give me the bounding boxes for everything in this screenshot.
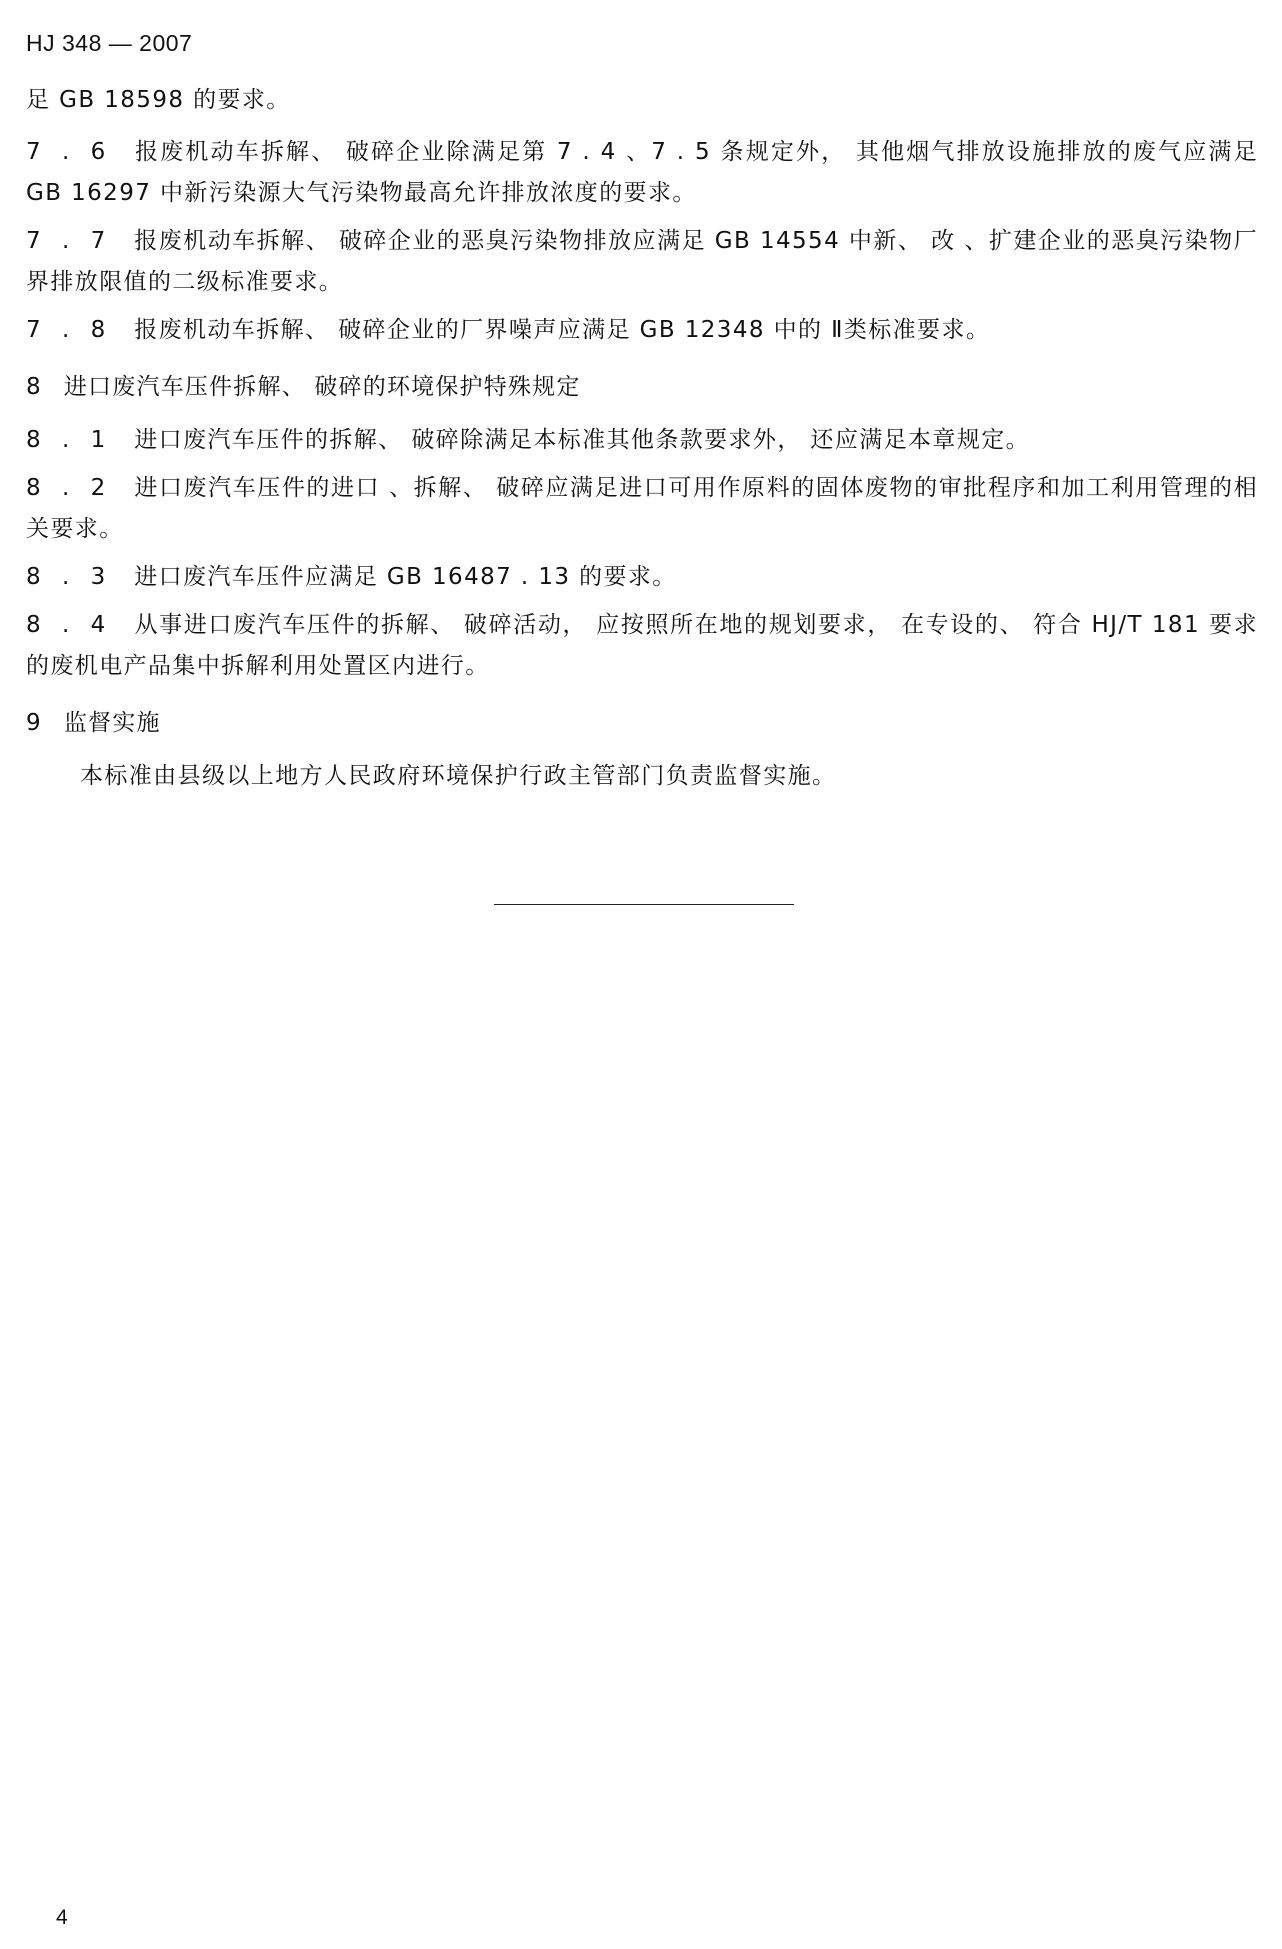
clause-8-3 (26, 557, 1258, 598)
clause-8-2 (26, 468, 1258, 550)
clause-8-1 (26, 420, 1258, 461)
clause-number: 8 . 4 (26, 612, 113, 638)
section-title: 监督实施 (63, 710, 161, 736)
section-number: 8 (26, 374, 42, 400)
clause-8-4 (26, 605, 1258, 687)
clause-text: 进口废汽车压件的拆解、 破碎除满足本标准其他条款要求外， 还应满足本章规定。 (134, 427, 1031, 453)
clause-text: 报废机动车拆解、 破碎企业的厂界噪声应满足 GB 12348 中的 Ⅱ类标准要求。 (134, 317, 991, 343)
clause-number: 8 . 1 (26, 427, 113, 453)
section-9-heading (26, 703, 1258, 744)
clause-7-6 (26, 132, 1258, 214)
clause-text: 进口废汽车压件的进口 、拆解、 破碎应满足进口可用作原料的固体废物的审批程序和加工利用管理的相关要求。 (26, 475, 1258, 542)
clause-number: 7 . 7 (26, 228, 113, 254)
clause-text: 进口废汽车压件应满足 GB 16487 . 13 的要求。 (134, 564, 677, 590)
section-8-heading (26, 367, 1258, 408)
clause-number: 7 . 8 (26, 317, 113, 343)
section-9-body: 本标准由县级以上地方人民政府环境保护行政主管部门负责监督实施。 (80, 763, 837, 789)
clause-text: 从事进口废汽车压件的拆解、 破碎活动， 应按照所在地的规划要求， 在专设的、 符合 HJ/T 181 要求的废机电产品集中拆解利用处置区内进行。 (26, 612, 1258, 679)
clause-number: 7 . 6 (26, 139, 113, 165)
clause-text: 报废机动车拆解、 破碎企业除满足第 7 . 4 、7 . 5 条规定外， 其他烟气排放设施排放的废气应满足 GB 16297 中新污染源大气污染物最高允许排放浓度的要求。 (26, 139, 1258, 206)
section-number: 9 (26, 710, 42, 736)
clause-text: 报废机动车拆解、 破碎企业的恶臭污染物排放应满足 GB 14554 中新、 改 、扩建企业的恶臭污染物厂界排放限值的二级标准要求。 (26, 228, 1258, 295)
document-body (26, 80, 1258, 804)
section-title: 进口废汽车压件拆解、 破碎的环境保护特殊规定 (63, 374, 581, 400)
page-number: 4 (56, 1906, 68, 1929)
standard-code-header: HJ 348 — 2007 (26, 30, 193, 56)
clause-7-7 (26, 221, 1258, 303)
clause-number: 8 . 3 (26, 564, 113, 590)
clause-number: 8 . 2 (26, 475, 113, 501)
end-of-standard-rule (494, 904, 794, 905)
continuation-text: 足 GB 18598 的要求。 (26, 87, 291, 113)
clause-7-8 (26, 310, 1258, 351)
